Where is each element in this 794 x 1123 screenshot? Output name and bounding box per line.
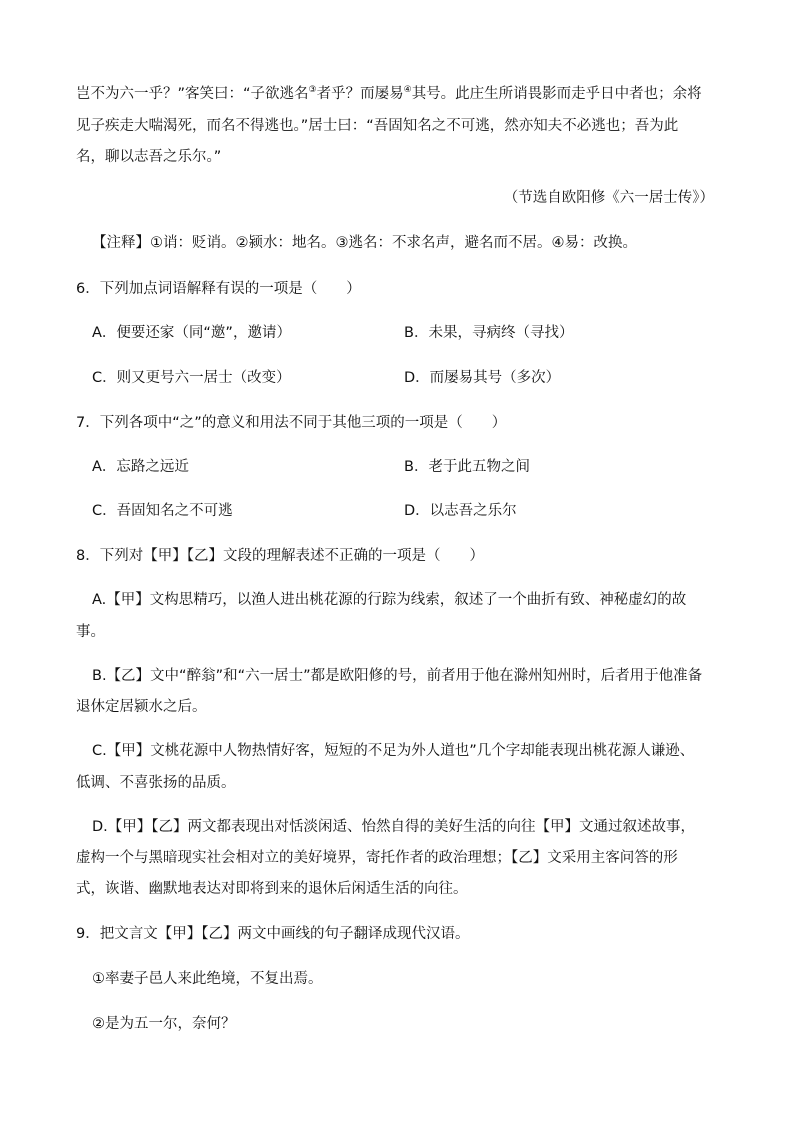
question-7-option-b: B．老于此五物之间: [404, 459, 530, 475]
question-8-option-b-line-2: 退休定居颍水之后。: [76, 699, 207, 715]
question-7-stem: 7．下列各项中“之”的意义和用法不同于其他三项的一项是（ ）: [76, 415, 507, 431]
passage-text: 者乎？而屡易: [316, 86, 404, 102]
question-8-option-a-line-2: 事。: [76, 624, 105, 640]
question-8-option-b-line-1: B.【乙】文中“醉翁”和“六一居士”都是欧阳修的号，前者用于他在滁州知州时，后者用于他准备: [92, 668, 703, 684]
question-7-option-a: A．忘路之远近: [92, 459, 189, 475]
passage-line-1: [76, 84, 702, 104]
question-8-option-a-line-1: A.【甲】文构思精巧，以渔人进出桃花源的行踪为线索，叙述了一个曲折有致、神秘虚幻的故: [92, 592, 687, 608]
question-6-option-c: C．则又更号六一居士（改变）: [92, 370, 291, 386]
passage-text: 岂不为六一乎？”客笑曰：“子欲逃名: [76, 86, 309, 102]
note-marker-3: ③: [308, 85, 317, 96]
question-8-option-d-line-1: D.【甲】【乙】两文都表现出对恬淡闲适、怡然自得的美好生活的向往【甲】文通过叙述故事，: [92, 819, 696, 835]
question-9-stem: 9．把文言文【甲】【乙】两文中画线的句子翻译成现代汉语。: [76, 926, 470, 942]
question-9-sentence-2: ②是为五一尔，奈何？: [92, 1016, 236, 1032]
question-6-stem: 6．下列加点词语解释有误的一项是（ ）: [76, 281, 361, 297]
note-marker-4: ④: [403, 85, 412, 96]
passage-line-3: 名，聊以志吾之乐尔。”: [76, 149, 222, 165]
question-8-option-d-line-2: 虚构一个与黑暗现实社会相对立的美好境界，寄托作者的政治理想；【乙】文采用主客问答的形: [76, 850, 678, 866]
question-6-option-d: D．而屡易其号（多次）: [404, 370, 561, 386]
question-8-stem: 8．下列对【甲】【乙】文段的理解表述不正确的一项是（ ）: [76, 548, 484, 564]
question-6-option-b: B．未果，寻病终（寻找）: [404, 325, 574, 341]
annotation-notes: 【注释】①诮：贬诮。②颍水：地名。③逃名：不求名声，避名而不居。④易：改换。: [92, 235, 637, 251]
question-7-option-c: C．吾固知名之不可逃: [92, 503, 233, 519]
passage-text: 其号。此庄生所诮畏影而走乎日中者也；余将: [411, 86, 702, 102]
question-8-option-d-line-3: 式，诙谐、幽默地表达对即将到来的退休后闲适生活的向往。: [76, 881, 468, 897]
passage-source: （节选自欧阳修《六一居士传》）: [503, 190, 714, 206]
passage-line-2: 见子疾走大喘渴死，而名不得逃也。”居士曰：“吾固知名之不可逃，然亦知夫不必逃也；吾为此: [76, 118, 679, 134]
question-8-option-c-line-1: C.【甲】文桃花源中人物热情好客，短短的不足为外人道也”几个字却能表现出桃花源人谦逊、: [92, 743, 695, 759]
question-9-sentence-1: ①率妻子邑人来此绝境，不复出焉。: [92, 971, 323, 987]
question-7-option-d: D．以志吾之乐尔: [404, 503, 517, 519]
question-6-option-a: A．便要还家（同“邀”，邀请）: [92, 325, 291, 341]
question-8-option-c-line-2: 低调、不喜张扬的品质。: [76, 775, 236, 791]
